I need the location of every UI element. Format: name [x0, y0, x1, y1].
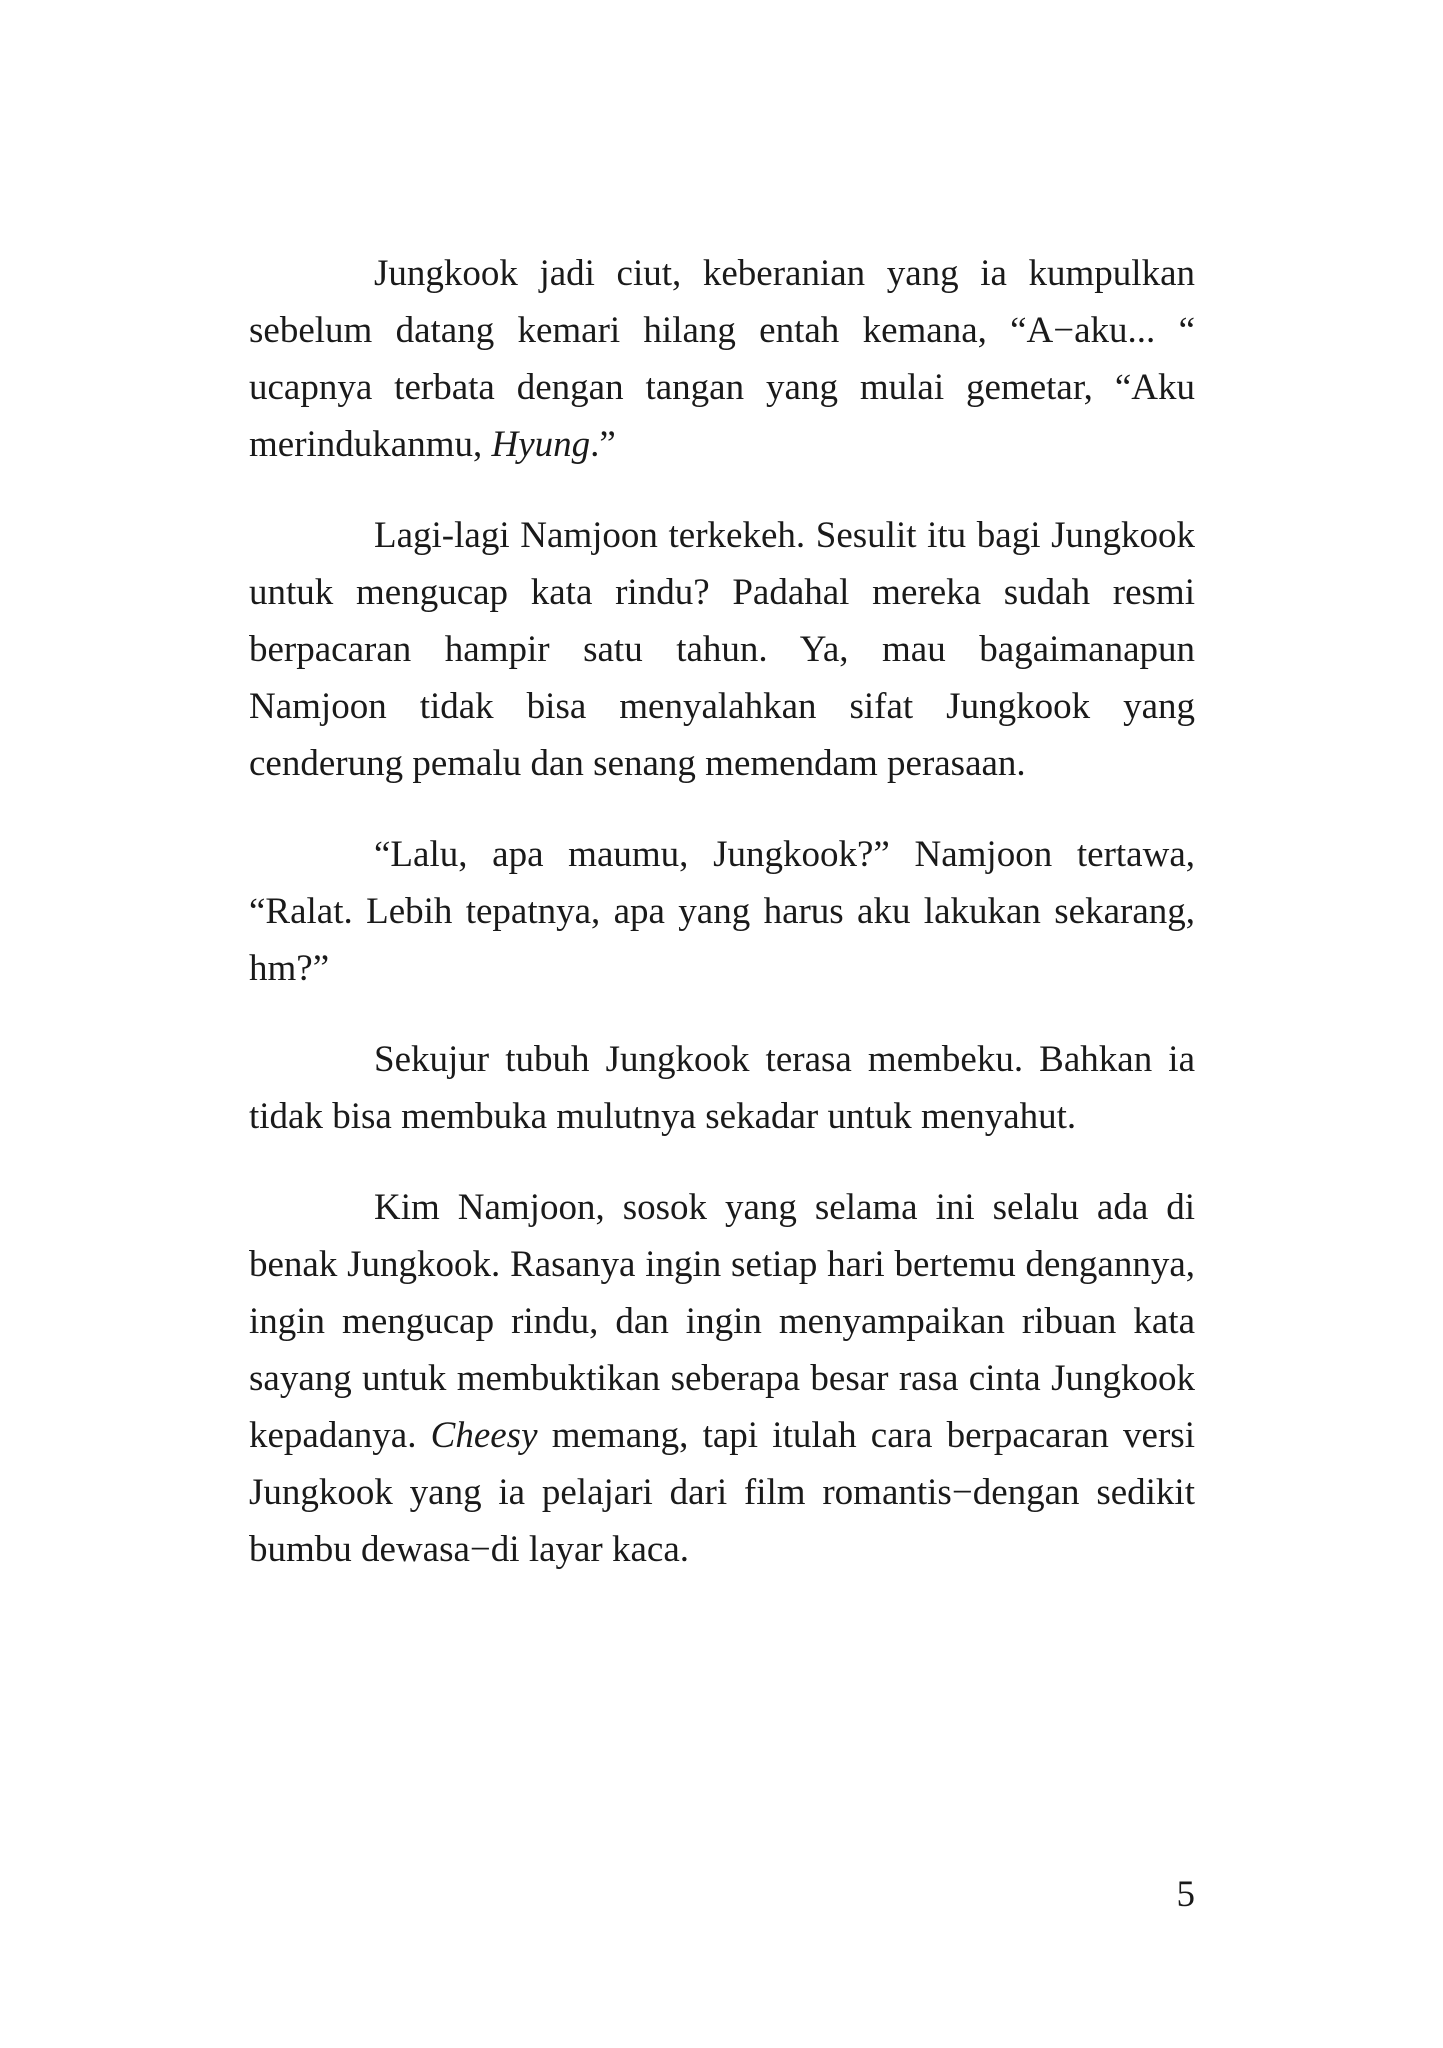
paragraph-1-text-b: .”	[590, 424, 616, 465]
paragraph-1	[249, 245, 1195, 473]
paragraph-1-text-a: Jungkook jadi ciut, keberanian yang ia kumpulkan sebelum datang kemari hilang entah kemana, “A−aku... “ ucapnya terbata dengan tangan yang mulai gemetar, “Aku merindukanmu,	[249, 253, 1195, 465]
paragraph-4-text: Sekujur tubuh Jungkook terasa membeku. Bahkan ia tidak bisa membuka mulutnya sekadar untuk menyahut.	[249, 1039, 1195, 1137]
page-number: 5	[1176, 1874, 1195, 1915]
paragraph-5-text-a: Kim Namjoon, sosok yang selama ini selalu ada di benak Jungkook. Rasanya ingin setiap hari bertemu dengannya, ingin mengucap rindu, dan ingin menyampaikan ribuan kata sayang untuk membuktikan seberapa besar rasa cinta Jungkook kepadanya.	[249, 1187, 1195, 1456]
paragraph-2-text: Lagi-lagi Namjoon terkekeh. Sesulit itu bagi Jungkook untuk mengucap kata rindu? Padahal mereka sudah resmi berpacaran hampir satu tahun. Ya, mau bagaimanapun Namjoon tidak bisa menyalahkan sifat Jungkook yang cenderung pemalu dan senang memendam perasaan.	[249, 515, 1195, 784]
page-body	[249, 245, 1195, 1612]
paragraph-2	[249, 507, 1195, 792]
paragraph-5	[249, 1179, 1195, 1578]
paragraph-5-text-b: memang, tapi itulah cara berpacaran versi Jungkook yang ia pelajari dari film romantis−dengan sedikit bumbu dewasa−di layar kaca.	[249, 1415, 1195, 1570]
paragraph-1-italic-hyung: Hyung	[491, 424, 591, 465]
paragraph-5-italic-cheesy: Cheesy	[430, 1415, 538, 1456]
paragraph-3-text: “Lalu, apa maumu, Jungkook?” Namjoon tertawa, “Ralat. Lebih tepatnya, apa yang harus aku lakukan sekarang, hm?”	[249, 834, 1195, 989]
paragraph-3	[249, 826, 1195, 997]
paragraph-4	[249, 1031, 1195, 1145]
